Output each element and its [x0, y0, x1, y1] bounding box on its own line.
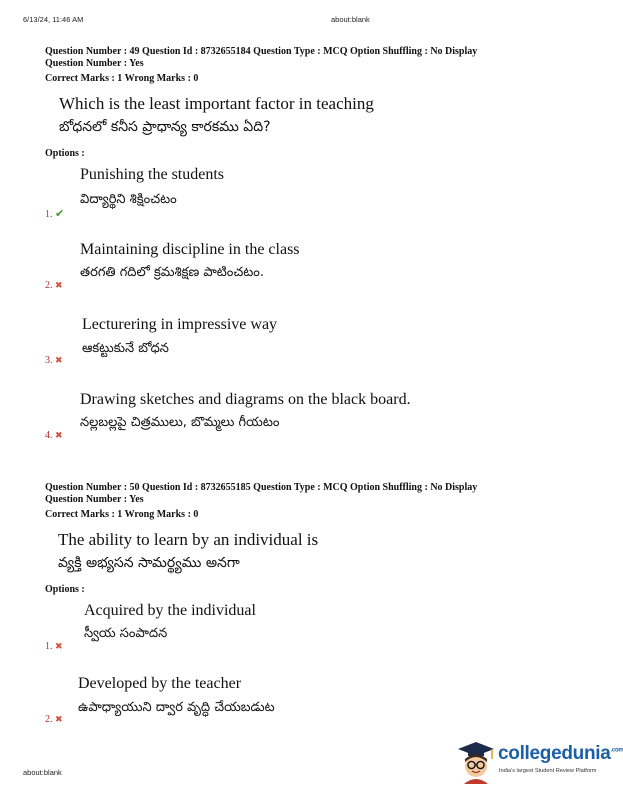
- print-datetime: 6/13/24, 11:46 AM: [23, 15, 84, 24]
- option-number-label: 2.: [45, 714, 53, 725]
- question-text-te: వ్యక్తి అభ్యసన సామర్థ్యము అనగా: [58, 555, 240, 571]
- print-footer-url: about:blank: [23, 768, 62, 777]
- option-number-label: 1.: [45, 641, 53, 652]
- options-label: Options :: [45, 148, 85, 159]
- option-number: [45, 714, 63, 725]
- wrong-cross-icon: ✖: [55, 431, 63, 441]
- question-meta-line2: Question Number : Yes: [45, 58, 144, 69]
- wrong-cross-icon: ✖: [55, 281, 63, 291]
- brand-name-text: collegedunia: [498, 743, 611, 764]
- mascot-icon: [454, 740, 498, 784]
- question-text-en: Which is the least important factor in teaching: [59, 94, 374, 113]
- option-text-te: విద్యార్థిని శిక్షించటం: [80, 192, 177, 207]
- brand-tagline: India's largest Student Review Platform: [499, 768, 597, 774]
- question-meta-line1: Question Number : 50 Question Id : 8732655185 Question Type : MCQ Option Shuffling : No Display: [45, 482, 478, 493]
- question-meta-line1: Question Number : 49 Question Id : 8732655184 Question Type : MCQ Option Shuffling : No Display: [45, 46, 478, 57]
- option-number-label: 4.: [45, 430, 53, 441]
- question-marks: Correct Marks : 1 Wrong Marks : 0: [45, 509, 199, 520]
- question-meta-line2: Question Number : Yes: [45, 494, 144, 505]
- wrong-cross-icon: ✖: [55, 642, 63, 652]
- option-text-en: Developed by the teacher: [78, 675, 242, 692]
- option-number: [45, 430, 63, 441]
- option-number-label: 3.: [45, 355, 53, 366]
- option-number: [45, 280, 63, 291]
- question-text-te: బోధనలో కనీస ప్రాధాన్య కారకము ఏది?: [59, 119, 271, 135]
- brand-tld: .com: [610, 747, 623, 754]
- print-url: about:blank: [331, 15, 370, 24]
- collegedunia-logo: [454, 738, 623, 786]
- option-number: [45, 355, 63, 366]
- option-number-label: 1.: [45, 209, 53, 220]
- option-text-te: స్వీయ సంపాదన: [84, 626, 168, 641]
- option-number: [45, 207, 64, 220]
- options-label: Options :: [45, 584, 85, 595]
- option-text-te: నల్లబల్లపై చిత్రములు, బొమ్మలు గీయటం: [80, 415, 280, 430]
- option-text-en: Punishing the students: [80, 166, 225, 183]
- question-marks: Correct Marks : 1 Wrong Marks : 0: [45, 73, 199, 84]
- question-text-en: The ability to learn by an individual is: [58, 530, 319, 549]
- option-number: [45, 641, 63, 652]
- correct-check-icon: ✔: [55, 207, 65, 220]
- option-text-en: Drawing sketches and diagrams on the black board.: [80, 391, 411, 408]
- option-text-en: Lecturering in impressive way: [82, 316, 278, 333]
- option-number-label: 2.: [45, 280, 53, 291]
- option-text-en: Maintaining discipline in the class: [80, 241, 300, 258]
- option-text-en: Acquired by the individual: [84, 602, 256, 619]
- wrong-cross-icon: ✖: [55, 715, 63, 725]
- option-text-te: ఉపాధ్యాయుని ద్వార వృద్ధి చేయబడుట: [78, 700, 275, 715]
- brand-name: [498, 743, 623, 765]
- option-text-te: తరగతి గదిలో క్రమశిక్షణ పాటించటం.: [80, 265, 264, 280]
- wrong-cross-icon: ✖: [55, 356, 63, 366]
- option-text-te: ఆకట్టుకునే బోధన: [82, 341, 169, 356]
